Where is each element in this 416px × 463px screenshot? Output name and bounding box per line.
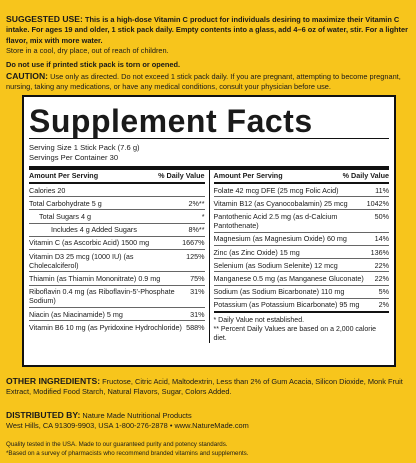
nutrient-row: Total Sugars 4 g * (29, 210, 205, 223)
nutrient-row: Zinc (as Zinc Oxide) 15 mg 136% (214, 246, 390, 259)
tamper-warning: Do not use if printed stick pack is torn or opened. (6, 59, 181, 69)
nutrient-row: Riboflavin 0.4 mg (as Riboflavin-5'-Phosphate Sodium) 31% (29, 286, 205, 308)
daily-value-header: % Daily Value (158, 171, 205, 180)
other-ingredients-section (6, 376, 410, 398)
distributor-phone: 1-800-276-2878 (115, 421, 168, 431)
storage-text: Store in a cool, dry place, out of reach of children. (6, 46, 169, 56)
facts-left-column (29, 170, 210, 343)
facts-right-column (210, 170, 390, 343)
footnotes (214, 311, 390, 343)
serving-size: Serving Size 1 Stick Pack (7.6 g) (29, 143, 140, 152)
footnote-calorie-diet: ** Percent Daily Values are based on a 2,000 calorie diet. (213, 326, 377, 343)
distributor-website: www.NatureMade.com (174, 421, 249, 431)
servings-per-container: Servings Per Container 30 (29, 153, 119, 162)
supplement-facts-panel (22, 95, 396, 367)
distributor-company: Nature Made Nutritional Products (82, 411, 192, 420)
nutrient-row: Vitamin C (as Ascorbic Acid) 1500 mg 1667% (29, 237, 205, 250)
nutrient-row: Vitamin B12 (as Cyanocobalamin) 25 mcg 1042% (214, 197, 390, 210)
other-ingredients-label: OTHER INGREDIENTS: (6, 376, 101, 386)
amount-per-serving-header: Amount Per Serving (29, 171, 99, 180)
nutrient-row: Total Carbohydrate 5 g 2%** (29, 197, 205, 210)
daily-value-header: % Daily Value (342, 171, 389, 180)
nutrient-row: Niacin (as Niacinamide) 5 mg 31% (29, 308, 205, 321)
nutrient-row: Manganese 0.5 mg (as Manganese Gluconate) 22% (214, 272, 390, 285)
nutrient-row: Vitamin B6 10 mg (as Pyridoxine Hydrochloride) 588% (29, 322, 205, 332)
caution-label: CAUTION: (6, 71, 49, 81)
supplement-facts-title: Supplement Facts (29, 103, 313, 139)
facts-columns (29, 166, 389, 343)
nutrient-row: Sodium (as Sodium Bicarbonate) 110 mg 5% (214, 286, 390, 299)
nutrient-row: Magnesium (as Magnesium Oxide) 60 mg 14% (214, 233, 390, 246)
nutrient-row: Pantothenic Acid 2.5 mg (as d-Calcium Pantothenate) 50% (214, 210, 390, 232)
quality-statement: Quality tested in the USA. Made to our guaranteed purity and potency standards. (6, 441, 228, 448)
nutrient-row: Includes 4 g Added Sugars 8%** (29, 224, 205, 237)
suggested-use-section (6, 14, 410, 70)
footer-section (6, 441, 410, 458)
serving-info (29, 139, 389, 166)
caution-section (6, 71, 410, 93)
other-ingredients-text: Fructose, Citric Acid, Maltodextrin, Less than 2% of Gum Acacia, Silicon Dioxide, Monk Fruit Extract, Modified Food Starch, Natural Flavors, Sugar, Colors Added. (6, 377, 403, 397)
nutrient-row: Thiamin (as Thiamin Mononitrate) 0.9 mg 75% (29, 272, 205, 285)
nutrient-row: Calories 20 (29, 184, 205, 197)
distributor-address: West Hills, CA 91309-9903, USA (6, 421, 114, 431)
distributed-by-label: DISTRIBUTED BY: (6, 410, 81, 420)
left-column-header (29, 170, 205, 184)
suggested-use-label: SUGGESTED USE: (6, 14, 83, 24)
nutrient-row: Vitamin D3 25 mcg (1000 IU) (as Cholecalciferol) 125% (29, 250, 205, 272)
caution-text: Use only as directed. Do not exceed 1 stick pack daily. If you are pregnant, attempting to become pregnant, nursing, taking any medications, or have any medical conditions, consult your physician before use. (6, 72, 401, 92)
right-column-header (214, 170, 390, 184)
nutrient-row: Selenium (as Sodium Selenite) 12 mcg 22% (214, 259, 390, 272)
nutrient-row: Potassium (as Potassium Bicarbonate) 95 mg 2% (213, 300, 389, 310)
footnote-daily-value: * Daily Value not established. (213, 317, 305, 325)
distributor-section: DISTRIBUTED BY: Nature Made Nutritional Products West Hills, CA 91309-9903, USA 1-800-276-2878 • www.NatureMade.com (6, 410, 249, 431)
survey-statement: *Based on a survey of pharmacists who recommend branded vitamins and supplements. (6, 449, 249, 457)
amount-per-serving-header: Amount Per Serving (213, 171, 283, 180)
nutrient-row: Folate 42 mcg DFE (25 mcg Folic Acid) 11% (214, 184, 390, 197)
suggested-use-text: This is a high-dose Vitamin C product for individuals desiring to maximize their Vitamin C intake. For ages 19 and older, 1 stick pack daily. Empty contents into a glass, add 4–6 oz of water, stir. For a lighter flavor, mix with more water. (6, 15, 408, 45)
